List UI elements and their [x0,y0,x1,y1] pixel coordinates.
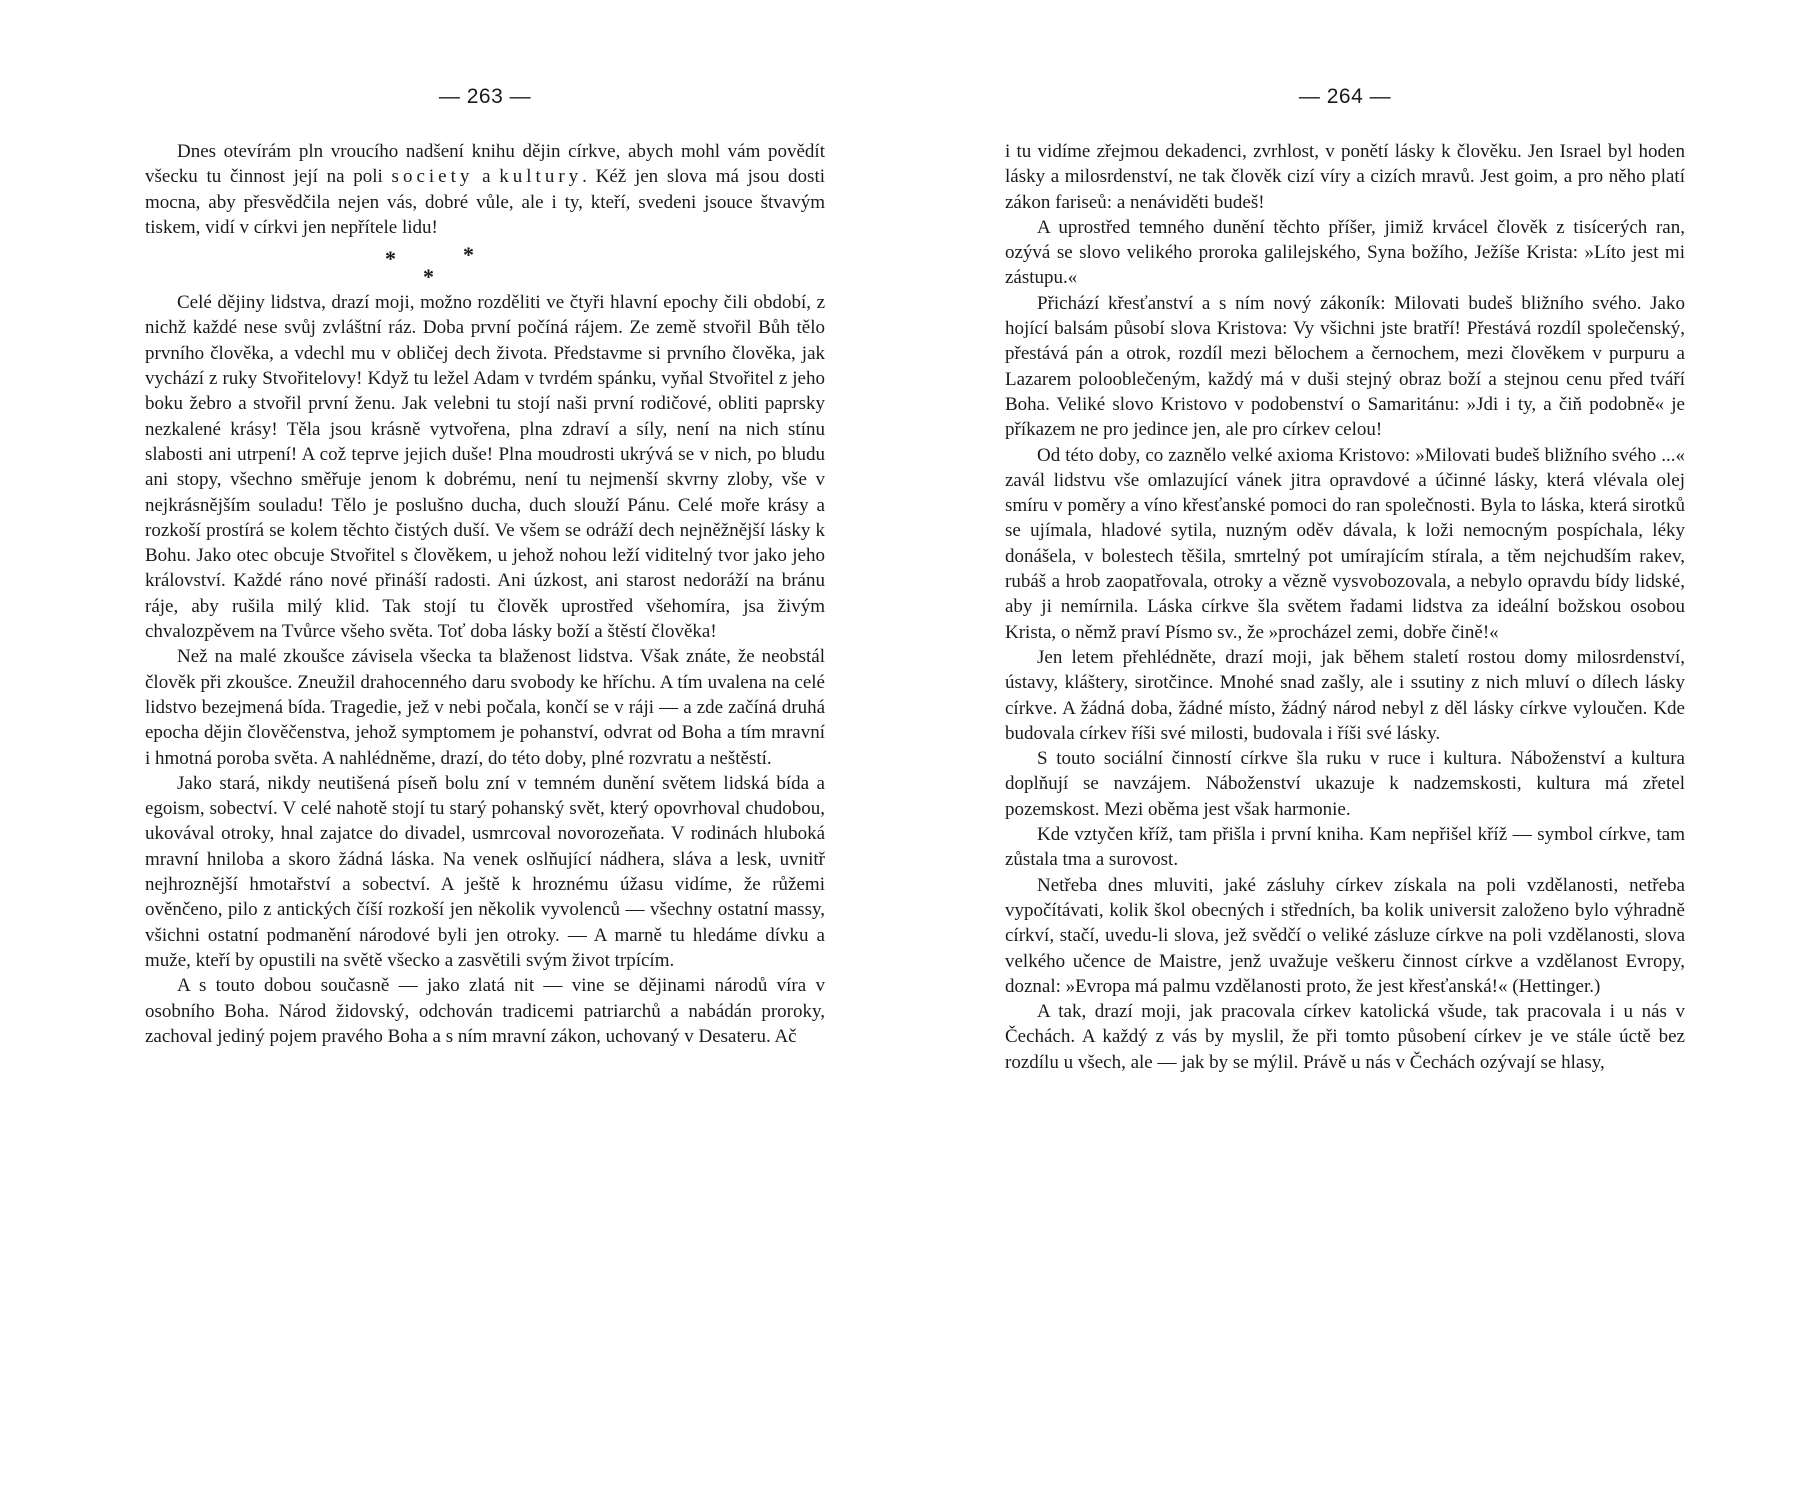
intro-emphasis-kultury: kultury [499,166,583,188]
paragraph: Od této doby, co zaznělo velké axioma Kristovo: »Milovati budeš bližního svého ...« zavál lidstvu vše omlazující vánek jitra opravdové a účinné lásky, která vlévala olej smíru v poměry a víno křesťanské pomoci do ran společnosti. Byla to láska, která sirotků se ujímala, hladové sytila, nuzným oděv dávala, k loži nemocným pospíchala, léky donášela, v bolestech těšila, smrtelný pot umírajícím stírala, a těm nejchudším rakev, rubáš a hrob zaopatřovala, otroky a vězně vysvobozovala, a nebylo opravdu bídy lidské, aby ji nemírnila. Láska církve šla světem řadami lidstva za ideální božskou osobou Krista, o němž praví Písmo sv., že »procházel zemi, dobře čině!« [1005,444,1685,643]
intro-text-c: a [473,166,500,188]
paragraph: S touto sociální činností církve šla ruku v ruce i kultura. Náboženství a kultura doplňují se navzájem. Náboženství ukazuje k nadzemskosti, kultura má zřetel pozemskost. Mezi oběma jest však harmonie. [1005,748,1685,820]
asterisk: * [463,242,474,268]
paragraph: Jako stará, nikdy neutišená píseň bolu zní v temném dunění světem lidská bída a egoism, sobectví. V celé nahotě stojí tu starý pohanský svět, který opovrhoval chudobou, ukovával otroky, hnal zajatce do divadel, usmrcoval novorozeňata. V rodinách hluboká mravní hniloba a skoro žádná láska. Na venek oslňující nádhera, sláva a lesk, uvnitř nejhroznější hmotařství a sobectví. A ještě k hroznému úžasu vidíme, že růžemi ověnčeno, pilo z antických číší rozkoší jen několik vyvolenců — všechny ostatní massy, všichni ostatní podmanění národové byli jen otroky. — A marně tu hledáme dívku a muže, kteří by opustili na světě všecko a zasvětili svým život trpícím. [145,772,825,971]
intro-text-e: . Kéž jen slova má jsou dosti mocna, aby přesvědčila nejen vás, dobré vůle, ale i ty, kteří, svedeni jsouce štvavým tiskem, vidí v církvi jen nepřítele lidu! [145,166,826,238]
right-page-text [1005,139,1685,1075]
section-break-asterism [145,240,825,290]
asterisk: * [423,264,434,290]
left-page-text [145,139,825,1049]
paragraph: Celé dějiny lidstva, drazí moji, možno rozděliti ve čtyři hlavní epochy čili období, z nichž každé nese svůj zvláštní ráz. Doba první počíná rájem. Ze země stvořil Bůh tělo prvního člověka, a vdechl mu v obličej dech života. Představme si prvního člověka, jak vychází z ruky Stvořitelovy! Když tu ležel Adam v tvrdém spánku, vyňal Stvořitel z jeho boku žebro a stvořil první ženu. Jak velebni tu stojí naši první rodičové, obliti paprsky nezkalené krásy! Těla jsou krásně vytvořena, plna zdraví a síly, není na nich stínu slabosti ani utrpení! A což teprve jejich duše! Plna moudrosti ukrývá se v nich, po bludu ani stopy, všechno směřuje jenom k dobrému, není tu nejmenší skvrny zloby, vše v nejkrásnějším souladu! Tělo je poslušno ducha, duch slouží Pánu. Celé moře krásy a rozkoší prostírá se kolem těchto čistých duší. Ve všem se odráží dech nejněžnější lásky k Bohu. Jako otec obcuje Stvořitel s člověkem, u jehož nohou leží viditelný tvor jako jeho království. Každé ráno nové přináší radosti. Ani úzkost, ani starost nedoráží na bránu ráje, aby rušila milý klid. Tak stojí tu člověk uprostřed všehomíra, jsa živým chvalozpěvem na Tvůrce všeho světa. Toť doba lásky boží a štěstí člověka! [145,292,825,643]
page-number: — 263 — [438,85,532,108]
paragraph: Netřeba dnes mluviti, jaké zásluhy církev získala na poli vzdělanosti, netřeba vypočítávati, kolik škol obecných i středních, ba kolik universit založeno bylo výhradně církví, stačí, uvedu-li slova, jež svědčí o veliké zásluze církve na poli vzdělanosti, slova velkého učence de Maistre, jenž uvažuje veškeru činnost církve a vzdělanost Evropy, doznal: »Evropa má palmu vzdělanosti proto, že jest křesťanská!« (Hettinger.) [1005,874,1685,997]
paragraph: Přichází křesťanství a s ním nový zákoník: Milovati budeš bližního svého. Jako hojící balsám působí slova Kristova: Vy všichni jste bratří! Přestává rozdíl společenský, přestává pán a otrok, rozdíl mezi bělochem a černochem, mezi člověkem v purpuru a Lazarem polooblečeným, každý má v duši stejný obraz boží a stejnou cenu před tváří Boha. Veliké slovo Kristovo v podobenství o Samaritánu: »Jdi i ty, a čiň podobně« je příkazem ne pro jedince jen, ale pro církev celou! [1005,292,1685,441]
paragraph: A tak, drazí moji, jak pracovala církev katolická všude, tak pracovala i u nás v Čechách. A každý z vás by myslil, že při tomto působení církev je ve stále úctě bez rozdílu u všech, ale — jak by se mýlil. Právě u nás v Čechách ozývají se hlasy, [1005,1001,1685,1073]
paragraph: Jen letem přehlédněte, drazí moji, jak během staletí rostou domy milosrdenství, ústavy, kláštery, sirotčince. Mnohé snad zašly, ale i ssutiny z nich mluví o dílech lásky církve. A žádná doba, žádné místo, žádný národ nebyl z děl lásky církve vyloučen. Kde budovala církev říši své milosti, budovala i říši své lásky. [1005,646,1685,744]
intro-text-a: Dnes otevírám pln vroucího nadšení knihu dějin církve, abych mohl vám povědít všecku tu činnost její na poli [145,141,825,188]
paragraph: Kde vztyčen kříž, tam přišla i první kniha. Kam nepřišel kříž — symbol církve, tam zůstala tma a surovost. [1005,824,1685,871]
left-page [145,85,825,1049]
paragraph: Než na malé zkoušce závisela všecka ta blaženost lidstva. Však znáte, že neobstál člověk při zkoušce. Zneužil drahocenného daru svobody ke hříchu. A tím uvalena na celé lidstvo bezejmená bída. Tragedie, jež v nebi počala, končí se v ráji — a zde začíná druhá epocha dějin člověčenstva, jehož symptomem je pohanství, odvrat od Boha a tím mravní i hmotná poroba světa. A nahlédněme, drazí, do této doby, plné rozvratu a neštěstí. [145,646,825,769]
intro-paragraph [145,139,825,240]
page-number: — 264 — [1298,85,1392,108]
paragraph: A uprostřed temného dunění těchto příšer, jimiž krvácel člověk z tisícerých ran, ozývá se slovo velikého proroka galilejského, Syna božího, Ježíše Krista: »Líto jest mi zástupu.« [1005,216,1685,289]
right-page [1005,85,1685,1075]
paragraph: A s touto dobou současně — jako zlatá nit — vine se dějinami národů víra v osobního Boha. Národ židovský, odchován tradicemi patriarchů a nabádán proroky, zachoval jediný pojem pravého Boha a s ním mravní zákon, uchovaný v Desateru. Ač [145,975,825,1047]
continued-paragraph: i tu vidíme zřejmou dekadenci, zvrhlost, v ponětí lásky k člověku. Jen Israel byl hoden lásky a milosrdenství, ne tak člověk cizí víry a cizích mravů. Jest goim, a pro něho platí zákon fariseů: a nenáviděti budeš! [1005,141,1685,213]
intro-emphasis-society: society [391,166,474,188]
asterisk: * [385,246,396,272]
